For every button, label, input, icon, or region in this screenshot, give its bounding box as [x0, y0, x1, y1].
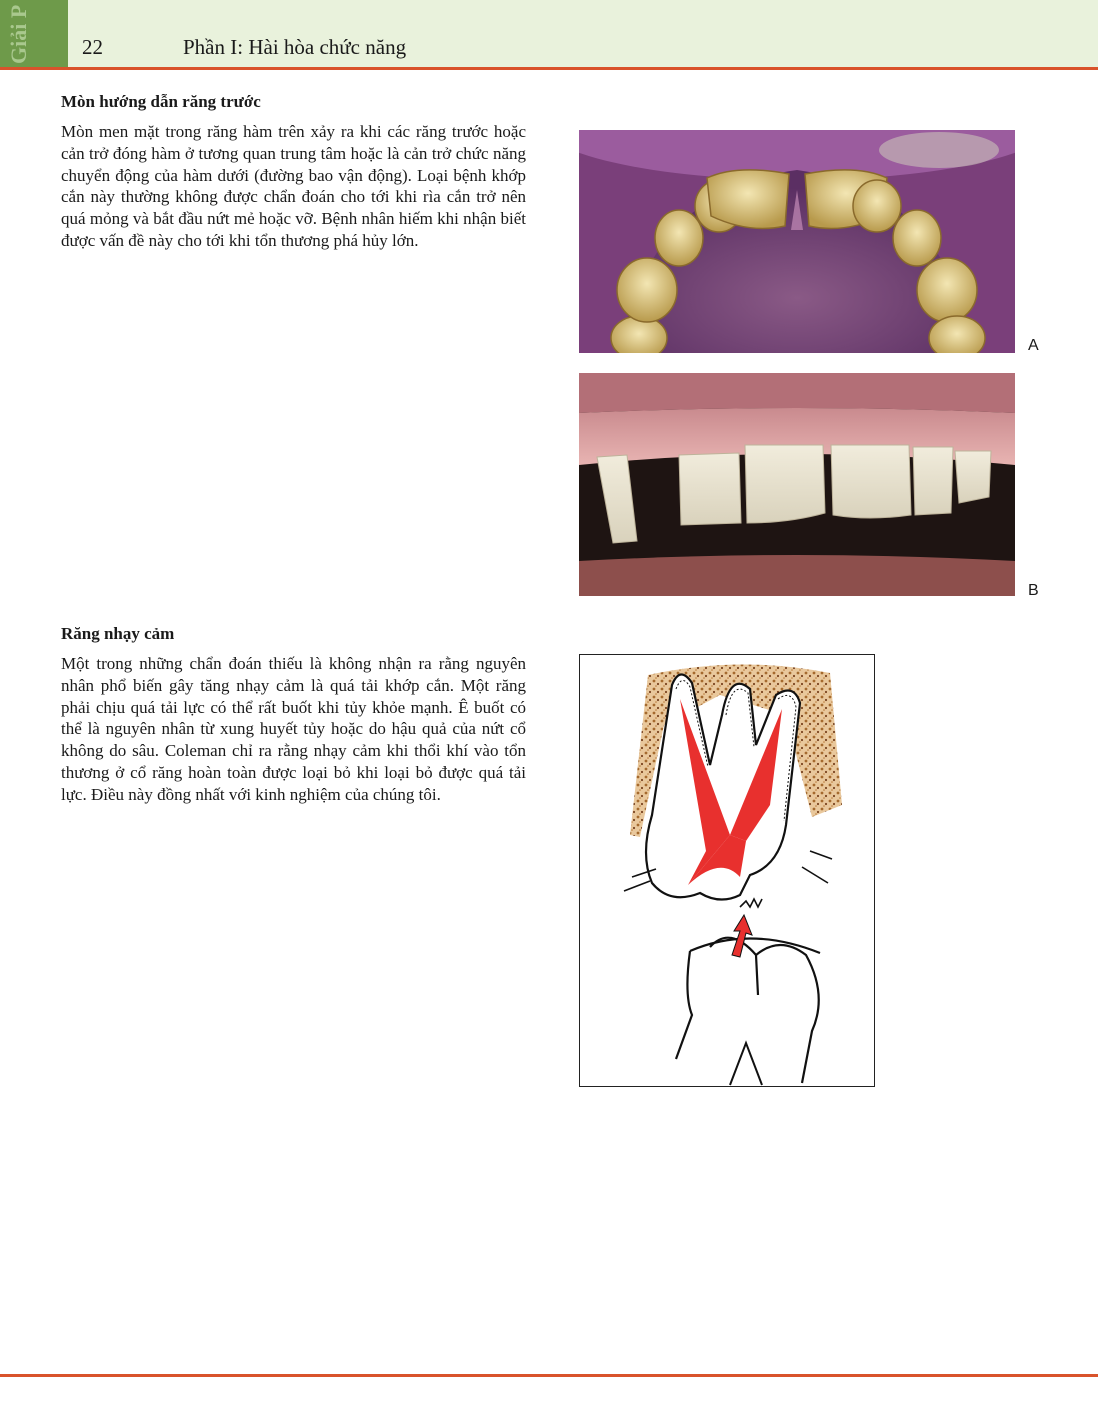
chapter-title: Phần I: Hài hòa chức năng: [183, 35, 407, 59]
footer-rule: [0, 1374, 1098, 1377]
section-heading-anterior-guidance-wear: Mòn hướng dẫn răng trước: [61, 92, 261, 111]
figure-b-label: B: [1028, 582, 1039, 599]
section-body-anterior-guidance-wear: Mòn men mặt trong răng hàm trên xảy ra khi các răng trước hoặc cản trở đóng hàm ở tương quan trung tâm hoặc là cản trở chức năng chuyển động của hàm dưới (đường bao vận động). Loại bệnh khớp cắn này thường không được chẩn đoán cho tới khi rìa cắn trở nên quá mỏng và bắt đầu nứt mẻ hoặc vỡ. Bệnh nhân hiếm khi nhận biết được vấn đề này cho tới khi tổn thương phá hủy lớn.: [61, 122, 526, 250]
header-tab-text: Giải P: [6, 4, 31, 64]
figure-a-label: A: [1028, 337, 1039, 354]
header-rule: [0, 67, 1098, 70]
anterior-teeth-photo-icon: [579, 373, 1015, 596]
figure-b-photo: [579, 373, 1015, 596]
header-tab: [0, 0, 68, 67]
section-body-sensitive-teeth: Một trong những chẩn đoán thiếu là không nhận ra rằng nguyên nhân phổ biến gây tăng nhạy cảm là quá tải khớp cắn. Một răng phải chịu quá tải lực có thể rất buốt khi tủy khỏe mạnh. Ê buốt có thể là nguyên nhân từ xung huyết tủy hoặc do hậu quả của nứt cổ không do sâu. Coleman chỉ ra rằng nhạy cảm khi thổi khí vào tổn thương ở cổ răng hoàn toàn được loại bỏ khi loại bỏ được quá tải lực. Điều này đồng nhất với kinh nghiệm của chúng tôi.: [61, 654, 526, 804]
page-header: [0, 0, 1098, 67]
upper-arch-occlusal-photo-icon: [579, 130, 1015, 353]
tooth-overload-diagram-icon: [580, 655, 874, 1086]
tooth-overload-diagram: [579, 654, 875, 1087]
page-number: 22: [82, 35, 103, 59]
section-heading-sensitive-teeth: Răng nhạy cảm: [61, 624, 175, 643]
figure-a-photo: [579, 130, 1015, 353]
